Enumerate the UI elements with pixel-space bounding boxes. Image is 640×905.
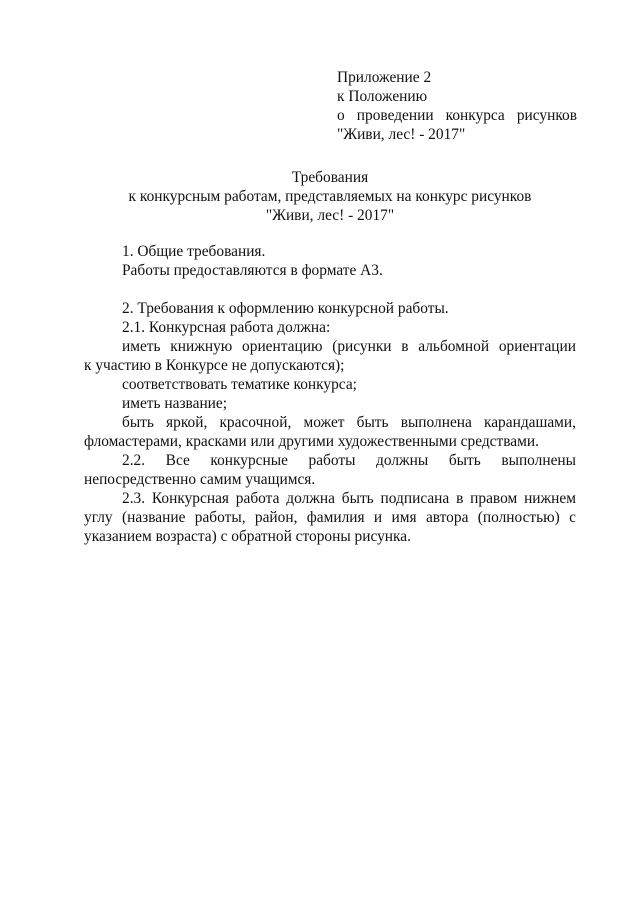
requirement-colors-line2: фломастерами, красками или другими художественными средствами. bbox=[84, 433, 539, 450]
document-heading bbox=[84, 168, 576, 225]
appendix-contest-name: "Живи, лес! - 2017" bbox=[337, 126, 466, 143]
section2-title: 2. Требования к оформлению конкурсной работы. bbox=[122, 300, 449, 317]
item23-line3: указанием возраста) с обратной стороны рисунка. bbox=[84, 528, 411, 545]
heading-subtitle: к конкурсным работам, представляемых на конкурс рисунков bbox=[128, 188, 532, 205]
appendix-block bbox=[337, 68, 577, 144]
requirement-orientation-line1: иметь книжную ориентацию (рисунки в альбомной ориентации bbox=[122, 338, 576, 355]
appendix-regulation: к Положению bbox=[337, 88, 428, 105]
section1-title: 1. Общие требования. bbox=[122, 243, 266, 260]
heading-title: Требования bbox=[291, 169, 369, 186]
item23-line2: углу (название работы, район, фамилия и имя автора (полностью) с bbox=[84, 509, 576, 526]
appendix-contest: о проведении конкурса рисунков bbox=[337, 107, 577, 124]
requirement-orientation-line2: к участию в Конкурсе не допускаются); bbox=[84, 357, 345, 374]
item21-title: 2.1. Конкурсная работа должна: bbox=[122, 319, 331, 336]
section1-text: Работы предоставляются в формате А3. bbox=[122, 262, 383, 279]
appendix-number: Приложение 2 bbox=[337, 69, 432, 86]
requirement-theme: соответствовать тематике конкурса; bbox=[122, 376, 357, 393]
requirement-colors-line1: быть яркой, красочной, может быть выполнена карандашами, bbox=[122, 414, 576, 431]
requirement-title: иметь название; bbox=[122, 395, 228, 412]
item23-line1: 2.3. Конкурсная работа должна быть подписана в правом нижнем bbox=[122, 490, 576, 507]
item22-line2: непосредственно самим учащимся. bbox=[84, 471, 316, 488]
item22-line1: 2.2. Все конкурсные работы должны быть выполнены bbox=[122, 452, 576, 469]
heading-contest-name: "Живи, лес! - 2017" bbox=[265, 207, 395, 224]
paragraph-gap bbox=[84, 280, 576, 299]
document-body bbox=[84, 242, 576, 546]
